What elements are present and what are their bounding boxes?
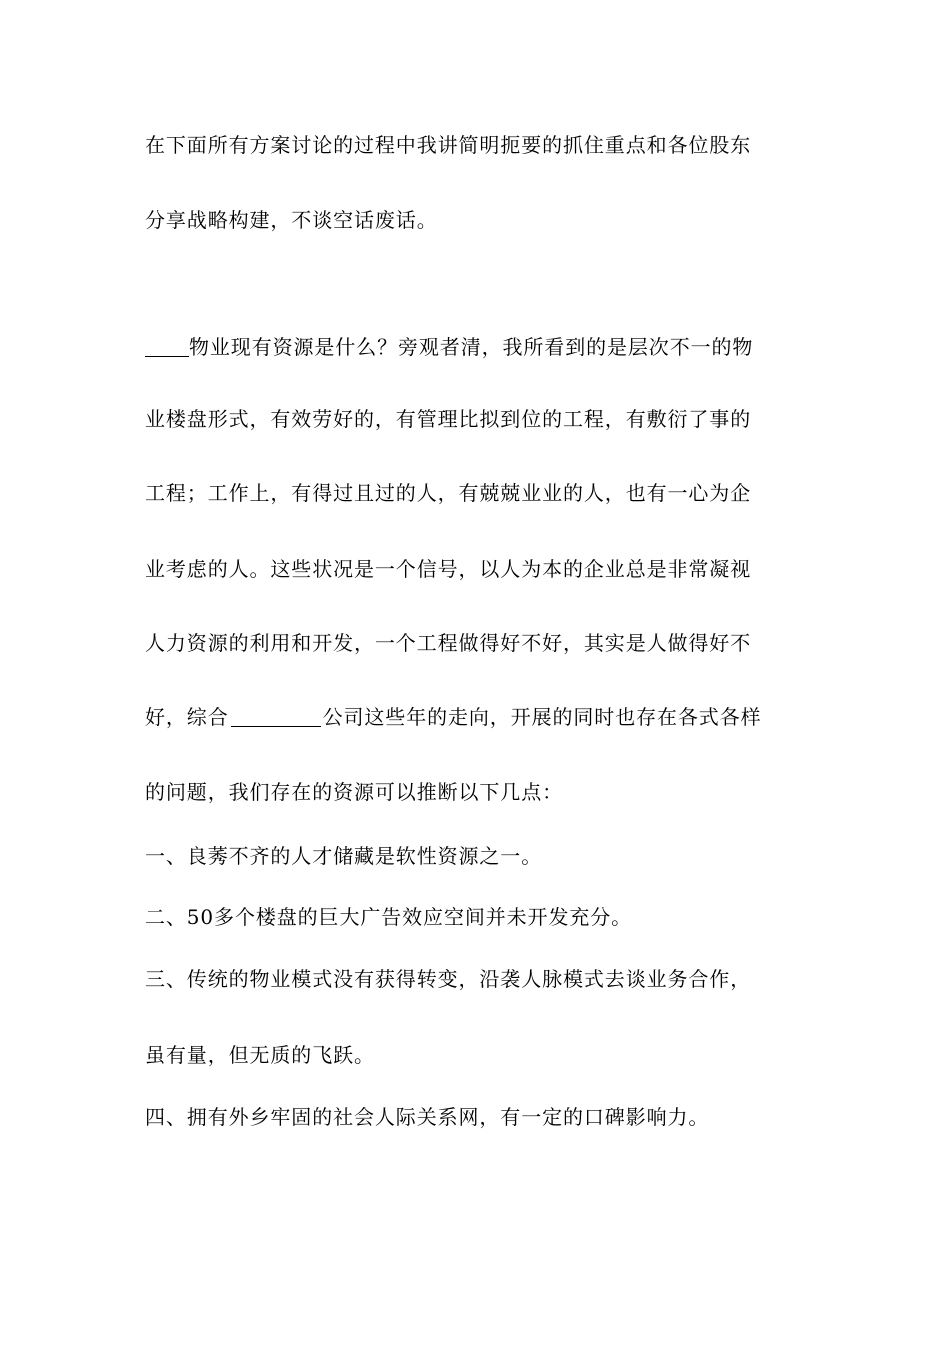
paragraph2-line5: 人力资源的利用和开发，一个工程做得好不好，其实是人做得好不 (145, 631, 752, 655)
fill-in-blank (145, 336, 189, 357)
paragraph2-line3: 工程；工作上，有得过且过的人，有兢兢业业的人，也有一心为企 (145, 481, 752, 505)
paragraph2-line7: 的问题，我们存在的资源可以推断以下几点： (145, 780, 563, 804)
list-item-4: 四、拥有外乡牢固的社会人际关系网，有一定的口碑影响力。 (145, 1105, 710, 1129)
paragraph2-line1-text: 物业现有资源是什么？旁观者清，我所看到的是层次不一的物 (189, 335, 754, 359)
paragraph2-line2: 业楼盘形式，有效劳好的，有管理比拟到位的工程，有敷衍了事的 (145, 407, 752, 431)
list-item-1: 一、良莠不齐的人才储藏是软性资源之一。 (145, 844, 543, 868)
list-item-3-line2: 虽有量，但无质的飞跃。 (145, 1043, 375, 1067)
fill-in-blank-company (231, 706, 321, 727)
paragraph2-line1 (145, 333, 815, 361)
paragraph2-line6-after: 公司这些年的走向，开展的同时也存在各式各样 (322, 705, 762, 729)
list-item-3-line1: 三、传统的物业模式没有获得转变，沿袭人脉模式去谈业务合作， (145, 967, 752, 991)
paragraph2-line4: 业考虑的人。这些状况是一个信号，以人为本的企业总是非常凝视 (145, 557, 752, 581)
paragraph1-line2: 分享战略构建，不谈空话废话。 (145, 208, 438, 232)
paragraph1-line1: 在下面所有方案讨论的过程中我讲简明扼要的抓住重点和各位股东 (145, 133, 752, 157)
paragraph2-line6 (145, 703, 815, 731)
paragraph2-line6-before: 好，综合 (145, 705, 229, 729)
list-item-2: 二、50多个楼盘的巨大广告效应空间并未开发充分。 (145, 905, 633, 929)
